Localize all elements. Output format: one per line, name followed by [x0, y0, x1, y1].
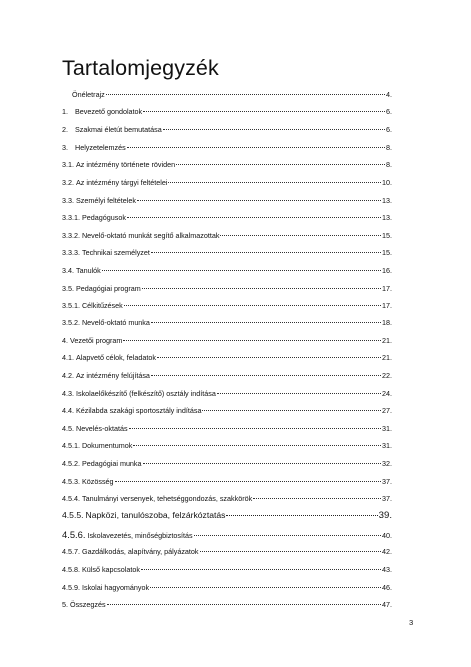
toc-entry[interactable] [62, 178, 392, 187]
toc-entry-page: 10. [382, 178, 392, 187]
toc-entry-page: 15. [382, 231, 392, 240]
toc-entry[interactable] [62, 530, 392, 540]
toc-entry[interactable] [62, 583, 392, 592]
toc-entry-number: 4.5.7. [62, 547, 80, 556]
toc-entry-page: 8. [386, 143, 392, 152]
toc-entry[interactable] [62, 143, 392, 152]
toc-entry-page: 31. [382, 441, 392, 450]
toc-entry-number: 4.5.4. [62, 494, 80, 503]
toc-entry-label: Személyi feltételek [76, 196, 136, 205]
toc-entry-number: 4.5.9. [62, 583, 80, 592]
toc-entry-number: 3.3.2. [62, 231, 80, 240]
toc-entry-label: Nevelés-oktatás [76, 424, 128, 433]
toc-leader-dots [253, 498, 381, 499]
toc-entry-page: 27. [382, 406, 392, 415]
toc-entry-number: 1. [62, 107, 68, 116]
toc-entry-label: Napközi, tanulószoba, felzárkóztatás [85, 510, 226, 520]
toc-entry-number: 3.3. [62, 196, 74, 205]
toc-entry-page: 18. [382, 318, 392, 327]
toc-leader-dots [163, 129, 385, 130]
toc-entry[interactable] [62, 318, 392, 327]
toc-leader-dots [217, 393, 381, 394]
toc-entry-page: 6. [386, 107, 392, 116]
toc-entry-page: 21. [382, 336, 392, 345]
toc-entry-number: 3.4. [62, 266, 74, 275]
toc-entry[interactable] [62, 511, 392, 520]
toc-entry[interactable] [62, 406, 392, 415]
toc-entry[interactable] [62, 213, 392, 222]
toc-entry[interactable] [62, 494, 392, 503]
toc-leader-dots [137, 200, 381, 201]
toc-leader-dots [150, 587, 381, 588]
toc-entry-label: Iskolavezetés, minőségbiztosítás [87, 531, 193, 540]
toc-entry-number: 2. [62, 125, 68, 134]
toc-entry[interactable] [62, 336, 392, 345]
toc-entry-number: 3.5.2. [62, 318, 80, 327]
toc-leader-dots [151, 322, 381, 323]
toc-entry[interactable] [62, 459, 392, 468]
toc-leader-dots [176, 164, 385, 165]
toc-entry-page: 40. [382, 531, 392, 540]
toc-entry-number: 3.3.3. [62, 248, 80, 257]
toc-entry-label: Helyzetelemzés [75, 143, 126, 152]
toc-entry[interactable] [62, 107, 392, 116]
toc-leader-dots [202, 410, 381, 411]
toc-entry[interactable] [62, 248, 392, 257]
toc-leader-dots [127, 147, 385, 148]
toc-entry-page: 13. [382, 196, 392, 205]
toc-leader-dots [127, 217, 381, 218]
toc-entry-page: 37. [382, 494, 392, 503]
toc-entry[interactable] [62, 600, 392, 609]
toc-entry-label: Pedagógusok [81, 213, 126, 222]
toc-entry-label: Gazdálkodás, alapítvány, pályázatok [81, 547, 199, 556]
toc-entry-label: Nevelő-oktató munkát segítő alkalmazottak [81, 231, 220, 240]
toc-entry-number: 3.5. [62, 284, 74, 293]
toc-entry-label: Alapvető célok, feladatok [76, 353, 156, 362]
toc-entry[interactable] [62, 196, 392, 205]
toc-entry-page: 21. [382, 353, 392, 362]
toc-entry-number: 3.5.1. [62, 301, 80, 310]
toc-entry-label: Iskolaelőkészítő (felkészítő) osztály indítása [76, 389, 216, 398]
toc-entry-page: 15. [382, 248, 392, 257]
toc-entry-page: 31. [382, 424, 392, 433]
toc-entry-page: 13. [382, 213, 392, 222]
toc-leader-dots [168, 182, 381, 183]
toc-entry-label: Külső kapcsolatok [81, 565, 140, 574]
toc-entry[interactable] [62, 565, 392, 574]
toc-leader-dots [129, 428, 381, 429]
toc-entry[interactable] [62, 266, 392, 275]
toc-entry-number: 4.5.3. [62, 477, 80, 486]
toc-leader-dots [226, 515, 377, 516]
toc-entry-number: 4.5.1. [62, 441, 80, 450]
toc-leader-dots [142, 288, 381, 289]
toc-entry[interactable] [62, 284, 392, 293]
toc-entry-number: 3.2. [62, 178, 74, 187]
toc-entry-number: 4.4. [62, 406, 74, 415]
toc-entry-page: 39. [378, 510, 392, 521]
toc-entry[interactable] [62, 389, 392, 398]
toc-entry-number: 4.5. [62, 424, 74, 433]
toc-leader-dots [102, 270, 381, 271]
toc-entry[interactable] [62, 353, 392, 362]
page-number: 3 [409, 618, 414, 627]
toc-entry-page: 17. [382, 284, 392, 293]
toc-entry[interactable] [62, 441, 392, 450]
toc-entry-label: Összegzés [70, 600, 106, 609]
toc-entry[interactable] [62, 371, 392, 380]
toc-leader-dots [124, 305, 381, 306]
toc-entry-label: Közösség [81, 477, 114, 486]
toc-leader-dots [133, 445, 381, 446]
toc-entry-label: Pedagógiai munka [81, 459, 142, 468]
toc-leader-dots [220, 235, 381, 236]
toc-entry[interactable] [62, 231, 392, 240]
toc-entry-number: 4.1. [62, 353, 74, 362]
toc-entry-page: 47. [382, 600, 392, 609]
toc-entry[interactable] [62, 301, 392, 310]
toc-entry-page: 22. [382, 371, 392, 380]
toc-leader-dots [151, 375, 381, 376]
toc-entry-number: 3. [62, 143, 68, 152]
toc-entry-page: 24. [382, 389, 392, 398]
toc-entry-page: 43. [382, 565, 392, 574]
toc-entry-label: Az intézmény története röviden [76, 160, 176, 169]
toc-leader-dots [194, 535, 381, 536]
toc-entry-label: Technikai személyzet [81, 248, 150, 257]
toc-leader-dots [107, 604, 381, 605]
toc-leader-dots [157, 357, 381, 358]
toc-entry-label: Tanulók [76, 266, 101, 275]
toc-entry-label: Az intézmény tárgyi feltételei [76, 178, 168, 187]
toc-leader-dots [141, 569, 381, 570]
toc-entry[interactable] [72, 90, 392, 99]
toc-entry[interactable] [62, 424, 392, 433]
toc-entry-label: Kézilabda szakági sportosztály indítása [76, 406, 202, 415]
toc-entry-number: 4. [62, 336, 68, 345]
toc-entry-label: Az intézmény felújítása [76, 371, 150, 380]
toc-entry-label: Célkitűzések [81, 301, 123, 310]
toc-entry-label: Tanulmányi versenyek, tehetséggondozás, szakkörök [81, 494, 253, 503]
toc-entry-number: 4.5.5. [62, 510, 84, 520]
toc-entry-number: 4.5.2. [62, 459, 80, 468]
toc-entry-label: Dokumentumok [81, 441, 133, 450]
toc-entry-number: 4.3. [62, 389, 74, 398]
toc-leader-dots [123, 340, 381, 341]
toc-entry-number: 5. [62, 600, 68, 609]
toc-leader-dots [143, 111, 385, 112]
toc-entry-label: Önéletrajz [72, 90, 105, 99]
toc-entry-page: 16. [382, 266, 392, 275]
toc-entry-number: 4.5.8. [62, 565, 80, 574]
toc-entry[interactable] [62, 125, 392, 134]
toc-entry-page: 8. [386, 160, 392, 169]
toc-entry[interactable] [62, 477, 392, 486]
toc-entry-label: Vezetői program [70, 336, 123, 345]
toc-leader-dots [143, 463, 381, 464]
toc-entry-number: 4.2. [62, 371, 74, 380]
toc-leader-dots [151, 252, 381, 253]
toc-entry-label: Bevezető gondolatok [75, 107, 143, 116]
toc-entry-page: 32. [382, 459, 392, 468]
toc-entry-label: Iskolai hagyományok [81, 583, 150, 592]
toc-entry-number: 3.1. [62, 160, 74, 169]
toc-entry-page: 46. [382, 583, 392, 592]
toc-entry-page: 17. [382, 301, 392, 310]
toc-leader-dots [115, 481, 381, 482]
toc-entry[interactable] [62, 547, 392, 556]
toc-entry-label: Nevelő-oktató munka [81, 318, 150, 327]
toc-entry-page: 6. [386, 125, 392, 134]
toc-title: Tartalomjegyzék [62, 56, 219, 80]
toc-leader-dots [200, 551, 381, 552]
toc-entry-page: 42. [382, 547, 392, 556]
toc-entry-page: 37. [382, 477, 392, 486]
toc-entry-page: 4. [386, 90, 392, 99]
toc-entry-number: 3.3.1. [62, 213, 80, 222]
toc-entry-label: Pedagógiai program [76, 284, 141, 293]
toc-leader-dots [106, 94, 385, 95]
toc-entry[interactable] [62, 160, 392, 169]
toc-entry-label: Szakmai életút bemutatása [75, 125, 162, 134]
toc-entry-number: 4.5.6. [62, 529, 86, 540]
